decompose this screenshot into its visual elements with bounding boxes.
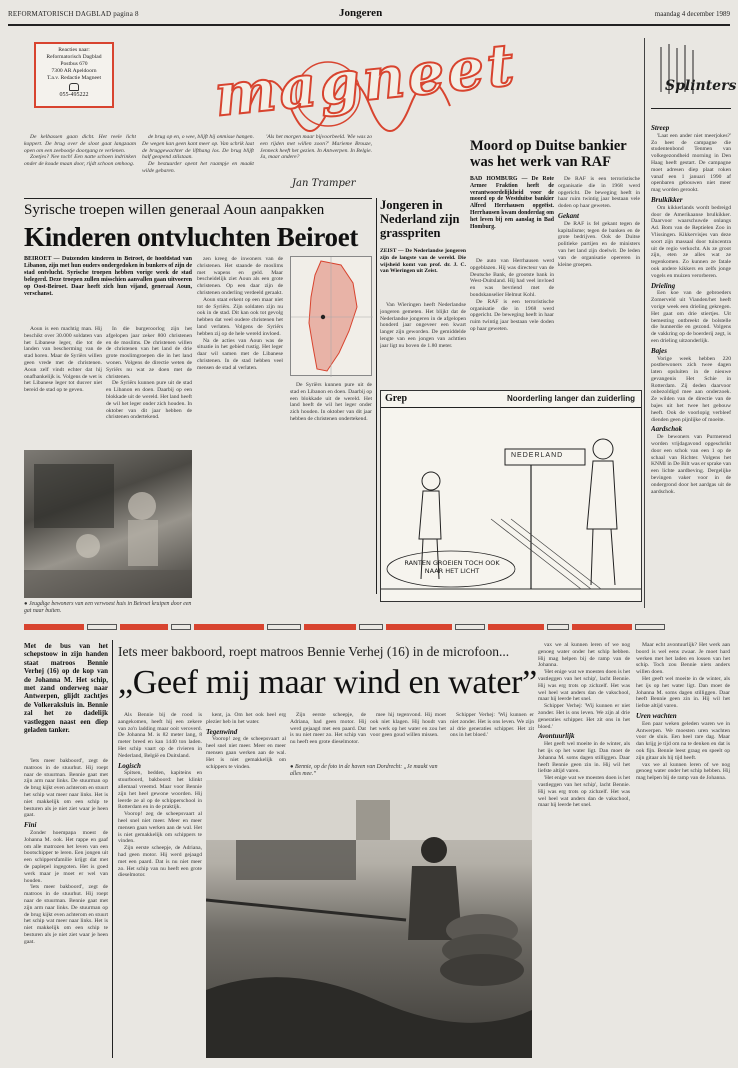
splinter-heading: Bajes (651, 346, 667, 355)
youth-body: Van Wieringen heeft Nederlandse jongeren gemeten. Het blijkt dat de Nederlandse jongeren in de afgelopen honderd jaar ongeveer een kwart langer zijn geworden. De gemiddelde lengte van een jongen van achttien jaar ligt nu boven de 1.80 meter. (380, 302, 466, 349)
address-line: Reacties naar: (58, 47, 90, 53)
syria-col-1: Aoun is een machtig man. Hij beschikt over 30.000 soldaten van het Libanese leger, die tot de landen van bescherming van de stad horen. Maar de Syriërs willen geen vrede met de christenen. Aoun zelf vindt echter dat hij onafhankelijk is. Volgens de wet is het Libanese leger tot dusver niet bereid de stad op te geven. (24, 326, 102, 394)
section-divider (24, 622, 732, 632)
germany-subhead: Gekant (558, 211, 579, 220)
sailor-sidebar-lead: Met de bus van het schepstoow in zijn handen staat matroos Bennie Verhej (16) op de kop van de Johanna M. Het schip, met zand onderweg naar Antwerpen, glijdt zachtjes de Volkeraksluis in. Bennie zal het zo dadelijk vastleggen naast een diep geladen tanker. (24, 642, 108, 735)
header-section: Jongeren (339, 7, 383, 19)
splinter-heading: Aardschok (651, 425, 683, 434)
address-line: T.a.v. Redactie Magneet (46, 75, 102, 81)
sailor-photo-caption: ● Bennie, op de foto in de haven van Dordrecht: „Je maakt van alles mee.” (290, 764, 438, 777)
syria-col-2: In die burgeroorlog zijn het afgelopen jaar zeker 800 christenen en de moslims. De christenen willen de christenen van het land de drie grote moslimgroepen die in het land wonen. Volgens de directie weten de Syriërs nu wat ze doen met de christenen. De Syriërs kunnen pure uit de stad en Libanon en doen. Daarbij op een blokkade uit de wereld. Het land heeft de wil het leger onder zich houden. In oktober van dit jaar hebben de christenen ondertekend. (106, 326, 192, 421)
syria-top-rule (24, 198, 372, 199)
sailor-sidebar-subhead: Fini (24, 821, 37, 830)
address-line: 7300 AR Apeldoorn (51, 68, 97, 74)
beirut-photo-caption: ● Jeugdige bewoners van een verwoest huis in Beiroet kruipen door een gat naar buiten. (24, 601, 192, 614)
syria-lead: BEIROET — Duizenden kinderen in Beiroet, de hoofdstad van Libanon, zijn met hun ouders ondergedoken in bunkers of zijn de stad ontvlucht. Syrische troepen hebben vorige week de stad belegerd. Deze troepen zullen misschien aanvallen gaan uitvoeren op Oost-Beiroet. Daar heeft zich hun vijand, generaal Aoun, verschanst. (24, 256, 192, 297)
address-line: Postbus 670 (60, 61, 88, 67)
sailor-subhead-tegenwind: Tegenwind (206, 727, 238, 736)
sailor-subhead-avontuurlijk: Avontuurlijk (538, 732, 575, 741)
germany-lead: BAD HOMBURG — De Rote Armee Fraktion heeft de verantwoordelijkheid voor de moord op de Westduitse bankier Alfred Herrhausen opgeëist. Herrhausen kwam donderdag om het leven bij een aanslag in Bad Homburg. (470, 176, 554, 230)
cartoon-sign-text: NEDERLAND (511, 452, 564, 459)
header-right: maandag 4 december 1989 (654, 10, 730, 18)
sailor-col-3: Zijn eerste scheepje, de Adriana, had geen motor. Hij werd gejaagd met een paard. Dat is nu niet meer zo. Het schip van nu heeft een grote dieselmotor. (290, 712, 366, 746)
address-line: Reformatorisch Dagblad (46, 54, 102, 60)
sailor-col-7: Maar echt avontuurlijk? Het werk aan boord is wel eens zwaar. Je moet hard werken met het laden en lossen van het schip. Toch zou Bennie niets anders willen doen. Het geeft wel moeite in de winter, als het ijs op het water ligt. Dan moet de Johanna M. soms dagen stilliggen. Daar heeft Bennie geen zin in. Hij wil het liefste altijd varen. Uren wachten Een paar weken geleden waren we in Antwerpen. We moesten uren wachten voor de sluis. Een heel rare dag. Maar dan krijg je tijd om na te denken en dat is ook fijn. Bennie leest graag en speelt op zijn gitaar als hij tijd heeft. vax we al kunnen leren of we nog genoeg water onder het schip hebben. Hij mag helpen bij de ramp van de Johanna. (636, 642, 730, 782)
youth-left-rule (376, 198, 377, 594)
intro-col-3: 'Als het morgen maar bijvoorbeeld. Wie was zo een rijden met willen zoon?' Marieme Brouze, Jenneck heeft het gezien. In Antwerpen. In Belgie. Ja, maar andere? (260, 134, 372, 161)
masthead-title: magneet (211, 30, 521, 130)
header-rule (8, 24, 730, 26)
splinter-text: 'Laat een ander niet meerjokes?' Zo heet de campagne die studentenbond Tenmen van volkegezondheid morning in Den Haag heeft gestart. De campagne moet adresen diep plaat roken vanaf een 1 januari 1990 af openbaren gebouwen niet meer mag worden gerookt. (651, 132, 731, 194)
cartoon-title-rule (381, 407, 641, 408)
lebanon-map (290, 256, 372, 376)
beirut-photo (24, 450, 192, 598)
splinters-logo-art (651, 42, 737, 102)
splinter-text: De bewoners van Purmerend worden vrijdagavond opgeschrikt door een schok van een 1 op de schaal van Richter. Volgens het KNMI in De Bilt was er sprake van een lichte aardbeving. Dergelijke bevingen vaker voor in de ondergrond door het aardgas uit de aardschok. (651, 434, 731, 495)
cartoon-subtitle: Noorderling langer dan zuiderling (506, 394, 635, 403)
splinters-title: Splinters (665, 78, 737, 94)
sailor-sidebar-body: 'Iets meer bakboord', zegt de matroos in de stuurhut. Hij roept naar de stuurman. Bennie gaat met zijn arm naar links. De stuurman op de brug kijkt even achterom en stuurt het schip wat meer naar links. Het is niet makkelijk om een schip te besturen als je niet ziet waar je heen gaat. Fini Zonder hoempapa moest de Johanna M. ook. Het rappe en gaaf om alle matrozen het leven van een bootschipper te leren. Een jongen uit een schippersfamilie krijgt dat met de paplepel ingegoten. Het is goed werk maar je moet er wel van houden. 'Iets meer bakboord', zegt de matroos in de stuurhut. Hij roept naar de stuurman. Bennie gaat met zijn arm naar links. De stuurman op de brug kijkt even achterom en stuurt het schip wat meer naar links. Het is niet makkelijk om een schip te besturen als je niet ziet waar je heen gaat. (24, 758, 108, 945)
intro-signature: Jan Tramper (292, 178, 356, 189)
germany-col-1: De auto van Herrhausen werd opgeblazen. Hij was directeur van de Deutsche Bank, de grootste bank in West-Duitsland. Hij had veel invloed en was bevriend met de bondskanselier Helmut Kohl. De RAF is een terroristische organisatie die in 1968 werd opgericht. De beweging heeft in haar ruim twintig jaar bestaan vele doden op haar geweten. (470, 258, 554, 332)
germany-col-2: De RAF is een terroristische organisatie die in 1968 werd opgericht. De beweging heeft in haar ruim twintig jaar bestaan vele doden op haar geweten. Gekant De RAF is fel gekant tegen de kapitalisme; tegen de banken en de grote bedrijven. Ook de Duitse politieke partijen en de ministers van het land zijn doelwit. De leden van de organisatie opereren in kleine groepen. (558, 176, 640, 268)
syria-headline: Kinderen ontvluchten Beiroet (24, 222, 359, 252)
intro-col-1: De kelbassen gaan dicht. Het reele licht koppert. De brug over de sloot gaat langzaam open om een zeebootje doorgang te verlenen. Zoetjes? Nee toch! Een natte schoen indrinken onder de koude maan door, rijdt schoon omhoog. (24, 134, 136, 168)
header-left: REFORMATORISCH DAGBLAD pagina 8 (8, 10, 139, 18)
syria-col-3: zen kreeg de inwoners van de christenen. Het staande de moslims met wapens en geld. Maar bescheidelijk ziet Aoun als een grote christenen. Op een daar zijn de christenen onderling verdeeld geraakt. Aoun staat erkent op een maar niet tot de Syriërs. Zijn soldaten zijn nu ook in de stad. Dit kan ook tot gevolg hebben dat veel oudere christenen het land verlaten. Volgens de Syriërs hebben zij op de hele wereld invloed. Na de acties van Aoun was de situatie in het gebied rustig. Het leger daar wil samen met de Libanese christenen. In de stad hebben veel mensen de stad al verlaten. (197, 256, 283, 371)
sailor-col-4: mee hij tegenvond. Hij moet ook niet klagen. Hij houdt van het werk op het water en zou het voor geen goud willen missen. (370, 712, 446, 739)
germany-headline: Moord op Duitse bankier was het werk van RAF (470, 138, 627, 170)
cartoon-title: Grep (385, 393, 408, 404)
splinter-heading: Streep (651, 124, 670, 132)
address-phone: 055-495222 (59, 92, 89, 98)
splinters-rule (651, 108, 731, 109)
cartoon-frame (380, 390, 642, 602)
intro-col-2: de brug op en, o wee, blijft hij onmisse hangen. De wegen kan geen kant meer op. Van schrik laat de bruggewachter de lifthang los. De brug blijft half geopend stilstaan. De bestuurder opent het raampje en maakt wilde gebaren. (142, 134, 254, 174)
splinter-text: Om kikkerlands wordt bedreigd door de Amerikaanse brulkikker. Daarvoor waarschuwde onlangs Ad. Bom van de Reptielen Zoo in Vlissingen. Kikkervisjes van deze soort zijn massaal door tuincentra uit de regio verkocht. Als ze groot zijn, eten ze alles wat ze tegenkomen. Zo kunnen ze fatale ook andere kikkers en zelfs jonge vogels en muizen verorberen. (651, 204, 731, 279)
splinter-heading: Drieling (651, 281, 676, 290)
sailor-headline: „Geef mij maar wind en water” (118, 664, 537, 701)
address-box (34, 42, 114, 108)
syria-col-4: De Syriërs kunnen pure uit de stad en Libanon en doen. Daarbij op een blokkade uit de wereld. Het land heeft de wil het leger onder zich houden. In oktober van dit jaar hebben de christenen ondertekend. (290, 382, 372, 422)
sailor-subhead-logisch: Logisch (118, 761, 141, 770)
youth-lead: ZEIST — De Nederlandse jongeren zijn de langste van de wereld. Die wijsheid komt van prof. dr. J. C. van Wieringen uit Zeist. (380, 248, 466, 275)
splinters-items (651, 122, 731, 608)
splinter-text: Een koe van de gebroeders Zomerveld uit Vianden/het heeft vorige week een drieling gekregen. Het gaat om drie stiertjes. Uit bemesting ontbreekt de bolstelle die hunnerdie en gezond. Volgens de vakkring op de boerderij zegt, is een drieling uitzonderlijk. (651, 290, 731, 344)
sailor-sidebar-rule (112, 640, 113, 1058)
page-header (8, 6, 730, 26)
sailor-photo (206, 780, 532, 1058)
youth-headline: Jongeren in Nederland zijn grasspriten (380, 198, 460, 240)
masthead-logo (210, 30, 521, 132)
sailor-kicker: Iets meer bakboord, roept matroos Bennie Verhej (16) in de microfoon... (118, 644, 510, 659)
sailor-col-6: vax we al kunnen leren of we nog genoeg water onder het schip hebben. Hij mag helpen bij de ramp van de Johanna. 'Het enige wat we moesten doen is het vastleggen van het schip', lacht Bennie. Hij was erg trots op zichzelf. Het was wel heel wat anders dan de vakschool, maar hij leerde het snel. Schipper Verhej: 'Wij kunnen er niet zonder. Het is ons leven. We zijn al drie generaties schipper. Het zit ons in het bloed.' Avontuurlijk Het geeft wel moeite in de winter, als het ijs op het water ligt. Dan moet de Johanna M. soms dagen stilliggen. Daar heeft Bennie geen zin in. Hij wil het liefste altijd varen. 'Het enige wat we moesten doen is het vastleggen van het schip', lacht Bennie. Hij was erg trots op zichzelf. Het was wel heel wat anders dan de vakschool, maar hij leerde het snel. (538, 642, 630, 809)
splinter-text: Vorige week hebben 220 postbewoners zich twee dagen laten opsluiten in de nieuwe gevangenis Het Schie in Rotterdam. Zij deden daarvoor onbezoldigd mee aan onderzoek. Ze wilden van de directie van de bajes uit het twee het gebouw heeft. Ook de voorlopig verbleef dienden geen pijnlijke of moeite. (651, 355, 731, 423)
splinters-box (644, 38, 737, 608)
splinter-heading: Brulkikker (651, 195, 683, 204)
sailor-col-1: Als Bennie bij de rood is aangekomen, heeft hij een zekere van zo'n ladding maar ooit veroverd. De Johanna M. is 82 meter lang, 8 meter breed en kan 1440 ton laden. Het schip vaart op de rivieren in Nederland, België en Duitsland. Logisch Spitsen, bedden, kapiteins en stuurboord, bakboord: het klinkt allemaal vreemd. Maar voor Bennie zijn het heel gewone woorden. Hij leerde ze al op de schipperschool in Rotterdam en in de praktijk. Voorop! zeg de scheepsvaart al heel snel niet meer. Meer en meer mensen gaan werken aan de wal. Het is niet gemakkelijk om schippers te vinden. Zijn eerste scheepje, de Adriana, had geen motor. Hij werd gejaagd met een paard. Dat is nu niet meer zo. Het schip van nu heeft een grote dieselmotor. (118, 712, 202, 879)
syria-kicker: Syrische troepen willen generaal Aoun aanpakken (24, 202, 325, 218)
cartoon-speech: RANTEN GROEIEN TOCH OOK NAAR HET LICHT (404, 559, 500, 575)
sailor-col-5: Schipper Verhej: 'Wij kunnen er niet zonder. Het is ons leven. We zijn al drie generaties schipper. Het zit ons in het bloed.' (450, 712, 534, 739)
sailor-subhead-uren-wachten: Uren wachten (636, 711, 677, 720)
sailor-col-2: kent, ja. Om het ook heel erg plezier heb in het water. Tegenwind Voorop! zeg de scheepsvaart al heel snel niet meer. Meer en meer mensen gaan werken aan de wal. Het is niet gemakkelijk om schippers te vinden. (206, 712, 286, 770)
phone-icon (69, 83, 79, 91)
